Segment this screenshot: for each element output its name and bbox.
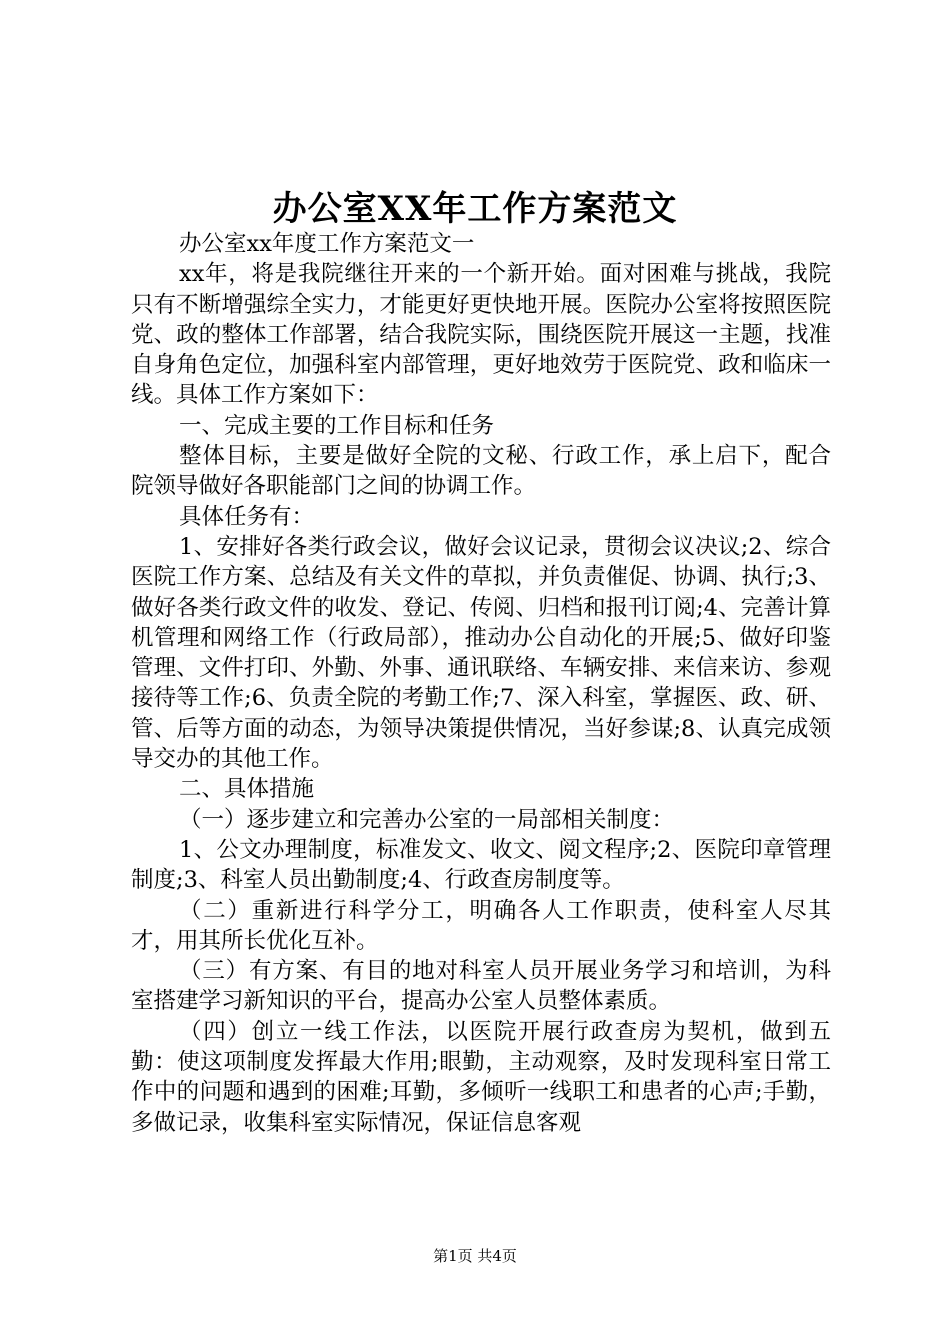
page-footer: 第1页 共4页 — [433, 1247, 517, 1265]
document-title: 办公室XX年工作方案范文 — [272, 189, 678, 229]
subtitle-paragraph: 办公室xx年度工作方案范文一 — [179, 231, 475, 257]
section-heading-1: 一、完成主要的工作目标和任务 — [179, 412, 495, 439]
intro-paragraph: xx年，将是我院继往开来的一个新开始。面对困难与挑战，我院只有不断增强综全实力，才能更好更快地开展。医院办公室将按照医院党、政的整体工作部署，结合我院实际，围绕医院开展这一主题，找准自身角色定位，加强科室内部管理，更好地效劳于医院党、政和临床一线。具体工作方案如下： — [131, 261, 831, 409]
measure-4-paragraph: （四）创立一线工作法，以医院开展行政查房为契机，做到五勤：使这项制度发挥最大作用;眼勤，主动观察，及时发现科室日常工作中的问题和遇到的困难;耳勤，多倾听一线职工和患者的心声;手勤，多做记录，收集科室实际情况，保证信息客观 — [131, 1018, 831, 1136]
measure-3-paragraph: （三）有方案、有目的地对科室人员开展业务学习和培训，为科室搭建学习新知识的平台，提高办公室人员整体素质。 — [131, 958, 831, 1015]
measure-1-heading: （一）逐步建立和完善办公室的一局部相关制度： — [179, 806, 675, 833]
measure-1-paragraph: 1、公文办理制度，标准发文、收文、阅文程序;2、医院印章管理制度;3、科室人员出勤制度;4、行政查房制度等。 — [131, 836, 831, 894]
tasks-list-paragraph: 1、安排好各类行政会议，做好会议记录，贯彻会议决议;2、综合医院工作方案、总结及有关文件的草拟，并负责催促、协调、执行;3、做好各类行政文件的收发、登记、传阅、归档和报刊订阅;4、完善计算机管理和网络工作（行政局部），推动办公自动化的开展;5、做好印鉴管理、文件打印、外勤、外事、通讯联络、车辆安排、来信来访、参观接待等工作;6、负责全院的考勤工作;7、深入科室，掌握医、政、研、管、后等方面的动态，为领导决策提供情况，当好参谋;8、认真完成领导交办的其他工作。 — [131, 533, 831, 773]
tasks-heading: 具体任务有： — [179, 503, 315, 530]
document-body — [131, 229, 831, 1138]
section-heading-2: 二、具体措施 — [179, 776, 315, 803]
measure-2-paragraph: （二）重新进行科学分工，明确各人工作职责，使科室人尽其才，用其所长优化互补。 — [131, 897, 831, 954]
overall-goal-paragraph: 整体目标，主要是做好全院的文秘、行政工作，承上启下，配合院领导做好各职能部门之间的协调工作。 — [131, 443, 831, 500]
